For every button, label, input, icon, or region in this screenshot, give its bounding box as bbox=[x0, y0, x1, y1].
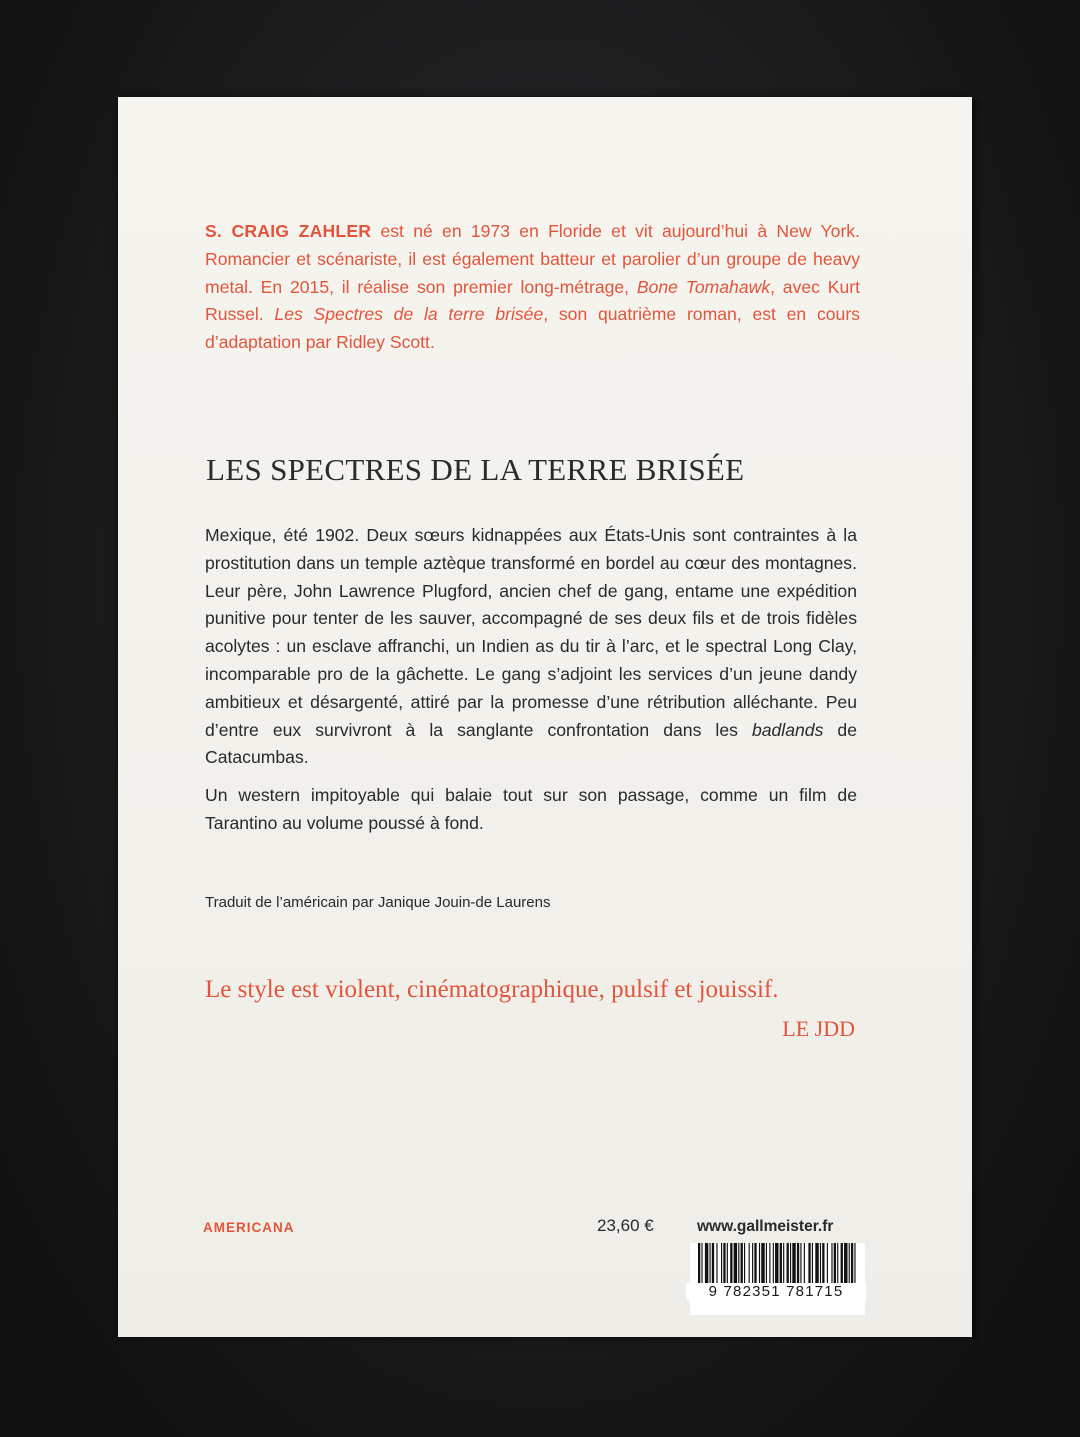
synopsis-paragraph-1 bbox=[205, 522, 857, 772]
barcode-bar bbox=[797, 1243, 799, 1287]
book-title: LES SPECTRES DE LA TERRE BRISÉE bbox=[206, 452, 745, 487]
barcode-bar bbox=[727, 1243, 728, 1287]
barcode-bar bbox=[710, 1243, 711, 1287]
barcode-bar bbox=[766, 1243, 767, 1287]
barcode-bar bbox=[761, 1243, 764, 1287]
barcode-bar bbox=[721, 1243, 722, 1287]
barcode-bar bbox=[775, 1243, 778, 1287]
bio-text-2: , avec Kurt Russel. bbox=[205, 276, 861, 325]
barcode-bar bbox=[744, 1243, 745, 1287]
cover-edge-shadow bbox=[972, 100, 982, 1340]
barcode-bar bbox=[716, 1243, 717, 1287]
author-bio bbox=[205, 218, 860, 357]
barcode-bar bbox=[705, 1243, 708, 1287]
barcode-bar bbox=[831, 1243, 832, 1287]
barcode-bar bbox=[854, 1243, 855, 1287]
press-quote: Le style est violent, cinématographique, pulsif et jouissif. bbox=[205, 976, 779, 1003]
barcode-bar bbox=[841, 1243, 843, 1287]
barcode-bars bbox=[698, 1243, 858, 1287]
barcode-bar bbox=[827, 1243, 828, 1287]
barcode-bar bbox=[849, 1243, 850, 1287]
bio-text-3: , son quatrième roman, est en cours d’adaptation par Ridley Scott. bbox=[205, 304, 860, 353]
book-title-inline: Les Spectres de la terre brisée bbox=[274, 304, 544, 325]
barcode-bar bbox=[769, 1243, 770, 1287]
barcode-bar bbox=[730, 1243, 732, 1287]
barcode-bar bbox=[749, 1243, 750, 1287]
barcode-bar bbox=[800, 1243, 801, 1287]
synopsis bbox=[205, 522, 857, 848]
publisher-website: www.gallmeister.fr bbox=[697, 1218, 834, 1235]
barcode-bar bbox=[734, 1243, 737, 1287]
barcode-bar bbox=[754, 1243, 756, 1287]
barcode-bar bbox=[712, 1243, 714, 1287]
isbn-number: 9 782351 781715 bbox=[686, 1283, 866, 1300]
synopsis-paragraph-2: Un western impitoyable qui balaie tout sur son passage, comme un film de Tarantino au volume poussé à fond. bbox=[205, 785, 857, 833]
barcode-bar bbox=[844, 1243, 847, 1287]
barcode-bar bbox=[792, 1243, 795, 1287]
barcode-bar bbox=[808, 1243, 810, 1287]
barcode-bar bbox=[741, 1243, 743, 1287]
synopsis-text-b: de Catacumbas. bbox=[205, 719, 857, 768]
author-name: S. CRAIG ZAHLER bbox=[205, 221, 372, 241]
synopsis-text-a: Mexique, été 1902. Deux sœurs kidnappées aux États-Unis sont contraintes à la prostitution dans un temple aztèque transformé en bordel au cœur des montagnes. Leur père, John Lawrence Plugford, ancien chef de gang, entame une expédition punitive pour tenter de les sauver, accompagné de ses deux fils et de trois fidèles acolytes : un esclave affranchi, un Indien as du tir à l’arc, et le spectral Long Clay, incomparable pro de la gâchette. Le gang s’adjoint les services d’un jeune dandy ambitieux et désargenté, attiré par la promesse d’une rétribution alléchante. Peu d’entre eux survivront à la sanglante confrontation dans les bbox=[205, 525, 857, 740]
barcode-bar bbox=[738, 1243, 739, 1287]
barcode bbox=[690, 1243, 865, 1315]
bio-text-1: est né en 1973 en Floride et vit aujourd’hui à New York. Romancier et scénariste, il est également batteur et parolier d’un groupe de heavy metal. En 2015, il réalise son premier long-métrage, bbox=[205, 221, 860, 297]
translator-credit: Traduit de l’américain par Janique Jouin-de Laurens bbox=[205, 894, 551, 911]
badlands-italic: badlands bbox=[751, 719, 824, 740]
press-quote-source: LE JDD bbox=[782, 1016, 855, 1041]
barcode-bar bbox=[783, 1243, 784, 1287]
barcode-bar bbox=[787, 1243, 789, 1287]
barcode-bar bbox=[812, 1243, 813, 1287]
barcode-bar bbox=[780, 1243, 782, 1287]
barcode-bar bbox=[851, 1243, 853, 1287]
barcode-bar bbox=[815, 1243, 818, 1287]
barcode-bar bbox=[804, 1243, 805, 1287]
barcode-bar bbox=[834, 1243, 836, 1287]
barcode-bar bbox=[773, 1243, 774, 1287]
barcode-bar bbox=[752, 1243, 753, 1287]
barcode-bar bbox=[723, 1243, 725, 1287]
barcode-bar bbox=[820, 1243, 821, 1287]
barcode-bar bbox=[759, 1243, 760, 1287]
barcode-bar bbox=[837, 1243, 838, 1287]
barcode-bar bbox=[822, 1243, 824, 1287]
price: 23,60 € bbox=[597, 1216, 654, 1235]
barcode-bar bbox=[790, 1243, 791, 1287]
barcode-bar bbox=[698, 1243, 700, 1287]
film-title: Bone Tomahawk bbox=[636, 276, 771, 297]
collection-label: AMERICANA bbox=[203, 1220, 295, 1235]
barcode-bar bbox=[701, 1243, 702, 1287]
